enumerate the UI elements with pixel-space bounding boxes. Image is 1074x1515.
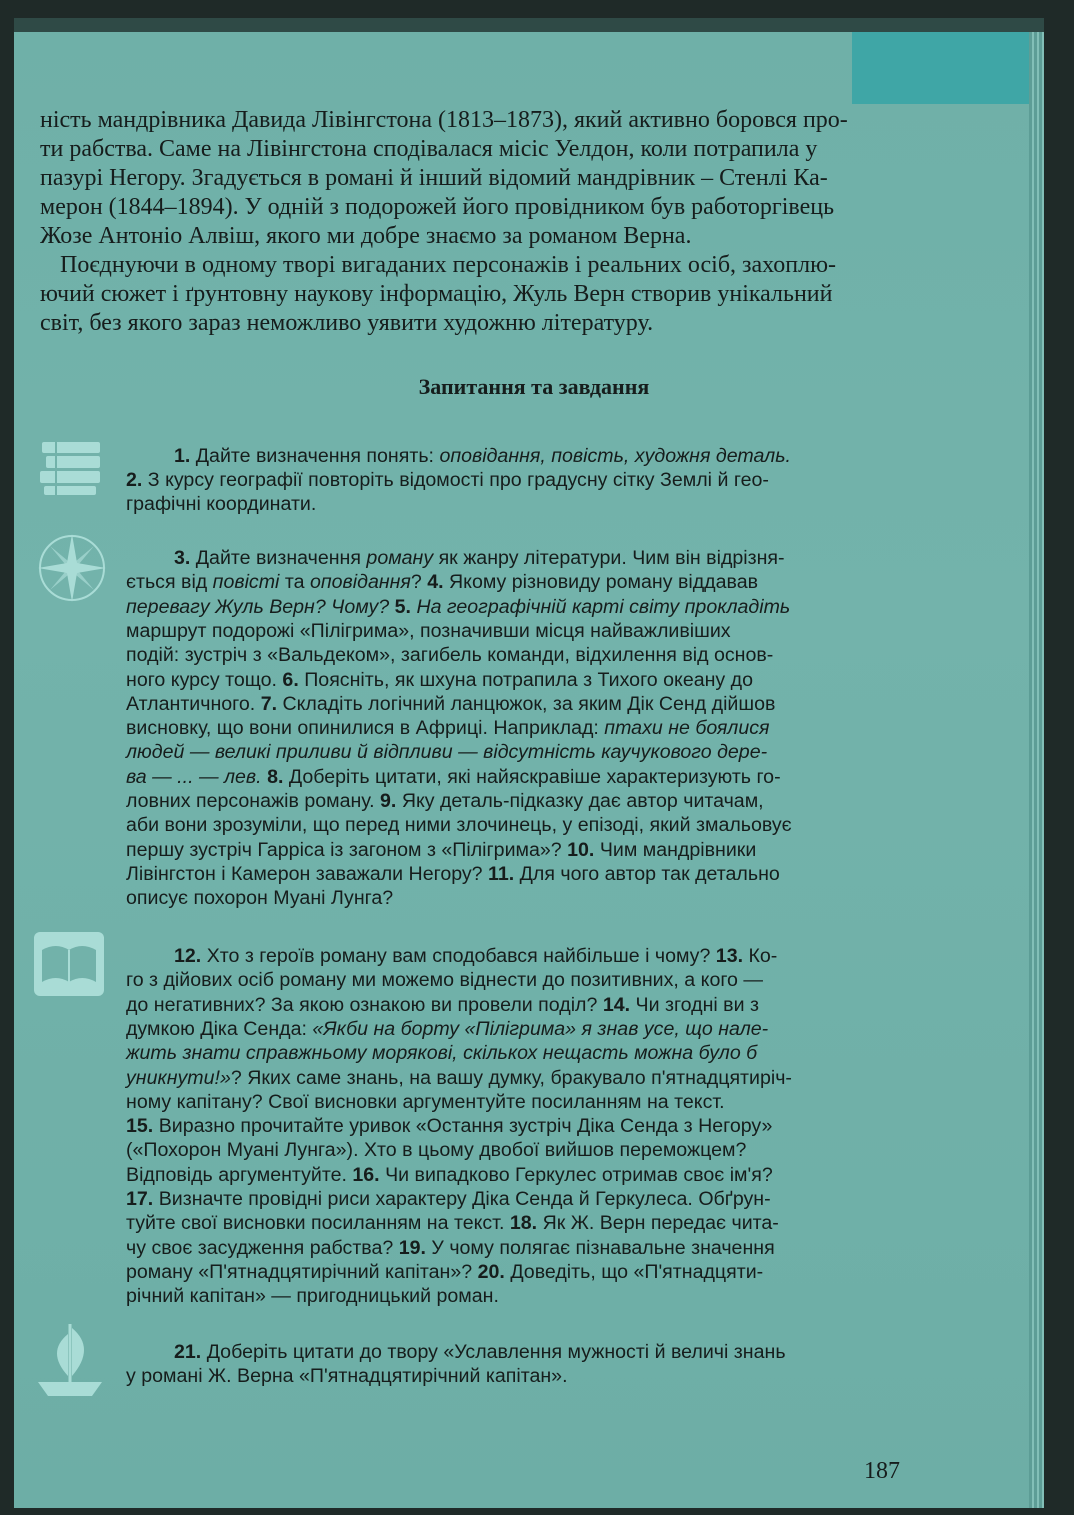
task-text: Дайте визначення [190,547,367,569]
task-text: Яку деталь-підказку дає автор читачам, [396,790,764,812]
task-text: Визначте провідні риси характеру Діка Сенда й Геркулеса. Обґрун- [153,1188,771,1210]
task-text: Чим мандрівники [594,838,757,861]
paragraph-line: ючий сюжет і ґрунтовну наукову інформацію, Жуль Верн створив унікальний [40,281,833,307]
task-line [126,1236,926,1260]
task-text: Ко- [743,945,778,967]
task-line [126,619,926,643]
task-text: уникнути!» [126,1066,231,1089]
task-text: Доберіть цитати, які найяскравіше характеризують го- [283,765,781,788]
task-line [174,1340,974,1364]
task-text: Якому різновиду роману віддавав [443,571,759,594]
task-number: 6. [282,668,299,691]
compass-star-icon [32,528,112,608]
task-line [126,1138,926,1162]
task-line [126,595,926,619]
task-text: Чи випадково Геркулес отримав своє ім'я? [379,1163,773,1186]
task-line [126,765,926,789]
task-number: 17. [126,1188,154,1210]
task-text: У чому полягає пізнавальне значення [425,1236,775,1259]
task-text: людей — великі приливи й відпливи — відсутність каучукового дере- [126,741,768,764]
task-line [126,1211,926,1235]
task-text: подій: зустріч з «Вальдеком», загибель команди, відхилення від основ- [126,644,774,667]
task-text: туйте свої висновки посиланням на текст. [126,1212,510,1235]
task-line [126,1260,926,1284]
task-text: ? [410,571,428,594]
task-text: першу зустріч Гарріса із загоном з «Пілігрима»? [126,838,568,861]
task-line [126,492,926,516]
task-number: 12. [174,945,202,967]
task-number: 21. [174,1341,202,1363]
task-number: 14. [602,993,631,1016]
task-text: графічні координати. [126,493,317,515]
task-number: 20. [477,1260,505,1283]
task-line [126,813,926,837]
task-text: ва — ... — лев. [126,765,262,788]
task-line [174,546,974,570]
task-text: ? Яких саме знань, на вашу думку, бракувало п'ятнадцятиріч- [230,1066,792,1089]
task-text: «Якби на борту «Пілігрима» я знав усе, що нале- [312,1017,769,1040]
task-text: у романі Ж. Верна «П'ятнадцятирічний капітан». [126,1365,568,1387]
task-text: описує похорон Муані Лунга? [126,887,394,910]
task-line [174,944,974,968]
task-number: 4. [427,571,444,594]
open-book-icon [32,928,106,1000]
task-number: 10. [567,838,595,861]
task-line [126,1187,926,1211]
task-text: оповідання, повість, художня деталь. [439,445,791,467]
books-icon [36,428,108,500]
task-text: роману [366,547,434,569]
task-text: ному капітану? Свої висновки аргументуйте посиланням на текст. [126,1090,725,1113]
task-text: до негативних? За якою ознакою ви провели поділ? [126,993,603,1016]
paragraph-line: ність мандрівника Давида Лівінгстона (1813–1873), який активно боровся про- [40,107,848,133]
task-text: («Похорон Муані Лунга»). Хто в цьому двобої вийшов переможцем? [126,1139,747,1162]
task-line [126,789,926,813]
task-text: роману «П'ятнадцятирічний капітан»? [126,1260,478,1283]
corner-color-tab [852,32,1044,104]
task-line [126,668,926,692]
task-text: Як Ж. Верн передає чита- [537,1212,779,1235]
page-edge-stack [1029,32,1044,1508]
task-text: На географічній карті світу прокладіть [416,595,791,618]
task-text: Лівінгстон і Камерон заважали Негору? [126,862,489,885]
page-number: 187 [864,1458,900,1484]
task-number: 7. [260,692,278,715]
task-number: 3. [174,547,191,569]
textbook-page [14,18,1044,1508]
task-line [126,716,926,740]
task-line [126,570,926,594]
task-text: та [279,571,310,594]
task-text: Відповідь аргументуйте. [126,1163,353,1186]
task-text: Хто з героїв роману вам сподобався найбільше і чому? [201,945,716,967]
task-line [126,1364,926,1388]
task-text: думкою Діка Сенда: [126,1017,313,1040]
task-text: перевагу Жуль Верн? Чому? [126,595,390,618]
task-text: жить знати справжньому морякові, скількох нещасть можна було б [126,1042,758,1065]
task-line [126,968,926,992]
task-text: Атлантичного. [126,692,261,715]
task-line [126,886,926,910]
task-number: 1. [174,445,191,467]
task-text: аби вони зрозуміли, що перед ними злочинець, у епізоді, який змальовує [126,814,792,837]
task-line [126,1041,926,1065]
task-number: 5. [394,595,411,618]
task-line [126,862,926,886]
task-text: Доведіть, що «П'ятнадцяти- [504,1260,764,1283]
task-line [126,692,926,716]
task-number: 18. [509,1212,538,1235]
task-line [174,444,974,468]
task-line [126,468,926,492]
task-number: 8. [267,765,284,788]
task-line [126,740,926,764]
task-text: Поясніть, як шхуна потрапила з Тихого океану до [298,668,753,691]
paragraph-line: Поєднуючи в одному творі вигаданих персонажів і реальних осіб, захоплю- [60,252,836,278]
task-text: повісті [212,571,280,594]
paragraph-line: пазурі Негору. Згадується в романі й інший відомий мандрівник – Стенлі Ка- [40,165,828,191]
task-text: Для чого автор так детально [514,862,780,885]
task-text: Складіть логічний ланцюжок, за яким Дік Сенд дійшов [277,692,776,715]
task-text: як жанру літератури. Чим він відрізня- [433,547,785,569]
task-text: річний капітан» — пригодницький роман. [126,1285,499,1308]
task-number: 19. [398,1236,426,1259]
task-line [126,1284,926,1308]
task-line [126,1114,926,1138]
task-line [126,643,926,667]
task-line [126,1090,926,1114]
task-text: Доберіть цитати до твору «Уславлення мужності й величі знань [201,1341,786,1363]
section-heading: Запитання та завдання [418,374,650,399]
sailing-ship-icon [32,1318,108,1402]
task-text: висновку, що вони опинилися в Африці. Наприклад: [126,717,605,740]
task-line [126,1017,926,1041]
task-text: го з дійових осіб роману ми можемо віднести до позитивних, а кого — [126,969,763,992]
task-number: 16. [352,1163,380,1186]
task-number: 11. [488,862,515,885]
task-line [126,838,926,862]
paragraph-line: Жозе Антоніо Алвіш, якого ми добре знаємо за романом Верна. [40,223,692,249]
task-number: 13. [715,945,744,967]
task-text: Виразно прочитайте уривок «Остання зустріч Діка Сенда з Негору» [153,1115,773,1138]
task-text: ловних персонажів роману. [126,790,381,812]
task-line [126,1163,926,1187]
task-text: ється від [126,571,213,594]
task-number: 15. [126,1115,154,1138]
task-number: 2. [126,469,143,491]
task-text: оповідання [309,571,411,594]
paragraph-line: світ, без якого зараз неможливо уявити художню літературу. [40,310,654,336]
task-number: 9. [380,790,397,812]
task-text: маршрут подорожі «Пілігрима», позначивши місця найважливіших [126,619,731,642]
task-line [126,1066,926,1090]
task-text: ного курсу тощо. [126,668,283,691]
task-line [126,993,926,1017]
page-top-band [14,18,1044,32]
task-text: З курсу географії повторіть відомості про градусну сітку Землі й гео- [142,469,769,491]
task-text: птахи не боялися [604,717,770,740]
task-text: чу своє засудження рабства? [126,1236,399,1259]
paragraph-line: ти рабства. Саме на Лівінгстона сподівалася місіс Уелдон, коли потрапила у [40,136,818,162]
task-text: Дайте визначення понять: [190,445,440,467]
task-text: Чи згодні ви з [630,993,759,1016]
paragraph-line: мерон (1844–1894). У одній з подорожей його провідником був работоргівець [40,194,835,220]
